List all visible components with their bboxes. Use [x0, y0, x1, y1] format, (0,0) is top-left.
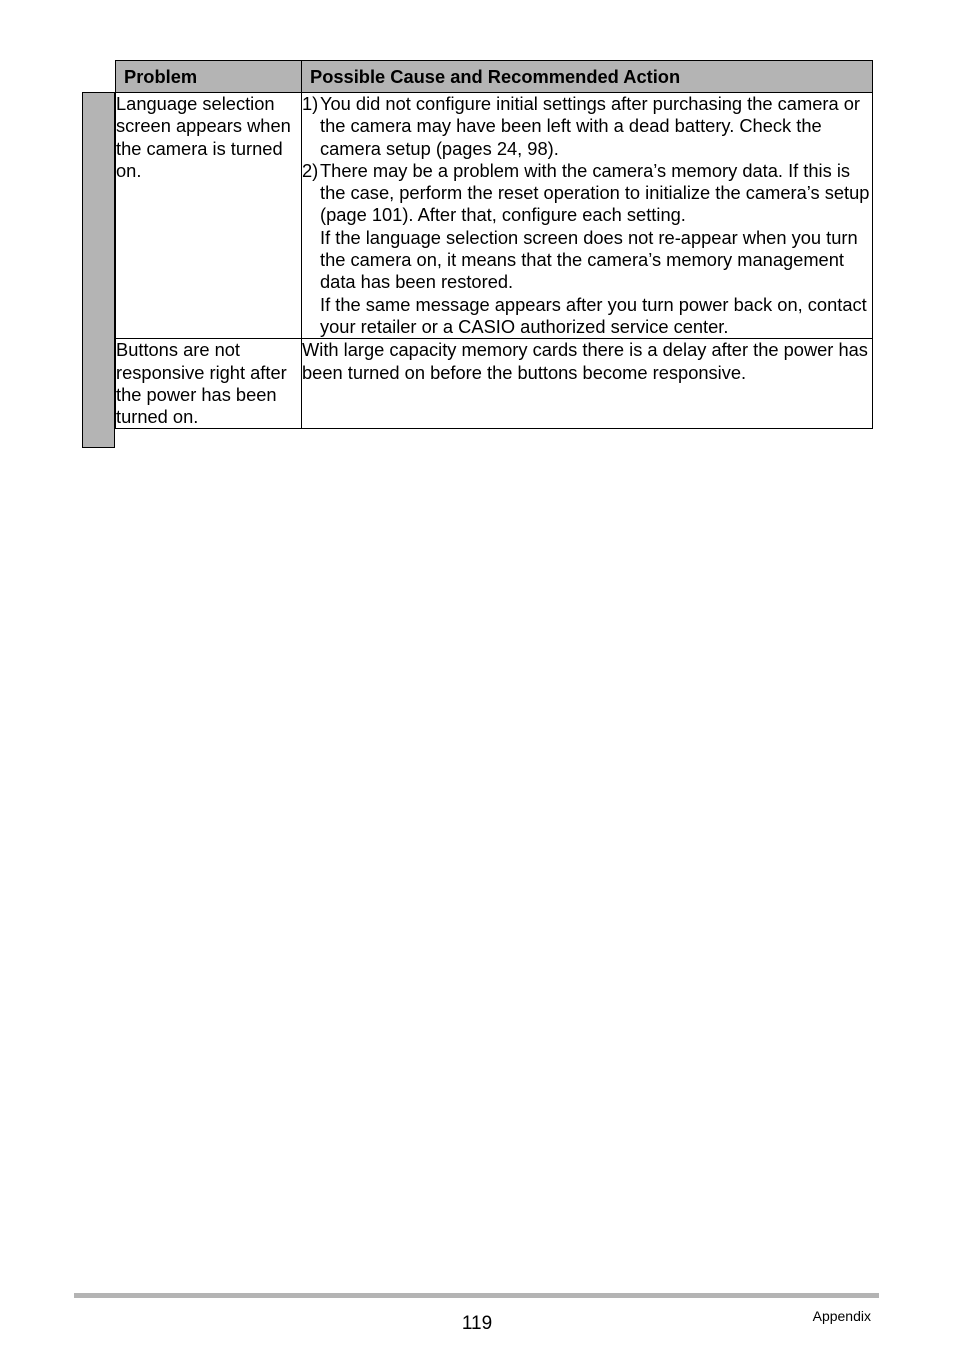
- page-number: 119: [461, 1313, 493, 1334]
- action-cell: With large capacity memory cards there is a delay after the power has been turned on before the buttons become responsive.: [302, 339, 873, 429]
- problem-cell: Buttons are not responsive right after the power has been turned on.: [116, 339, 302, 429]
- header-problem: Problem: [116, 61, 302, 93]
- table-row: [116, 339, 873, 429]
- section-label: Appendix: [812, 1308, 871, 1324]
- problem-cell: Language selection screen appears when the camera is turned on.: [116, 93, 302, 339]
- header-action: Possible Cause and Recommended Action: [302, 61, 873, 93]
- action-paragraph: If the same message appears after you turn power back on, contact your retailer or a CASIO authorized service center.: [320, 293, 867, 337]
- table-header-row: [116, 61, 873, 93]
- action-paragraph: If the language selection screen does not re-appear when you turn the camera on, it means that the camera’s memory management data has been restored.: [320, 226, 858, 293]
- action-cell: [302, 93, 873, 339]
- troubleshooting-table: [115, 60, 873, 429]
- section-side-tab: [82, 92, 115, 448]
- item-number: 1): [302, 93, 319, 114]
- table-row: [116, 93, 873, 339]
- item-text: You did not configure initial settings after purchasing the camera or the camera may have been left with a dead battery. Check the camera setup (pages 24, 98).: [320, 93, 860, 159]
- item-text: There may be a problem with the camera’s memory data. If this is the case, perform the reset operation to initialize the camera’s setup (page 101). After that, configure each setting.: [320, 159, 870, 226]
- footer-divider: [74, 1293, 879, 1298]
- action-item: [302, 93, 872, 160]
- action-item: [302, 160, 872, 227]
- item-number: 2): [302, 159, 319, 181]
